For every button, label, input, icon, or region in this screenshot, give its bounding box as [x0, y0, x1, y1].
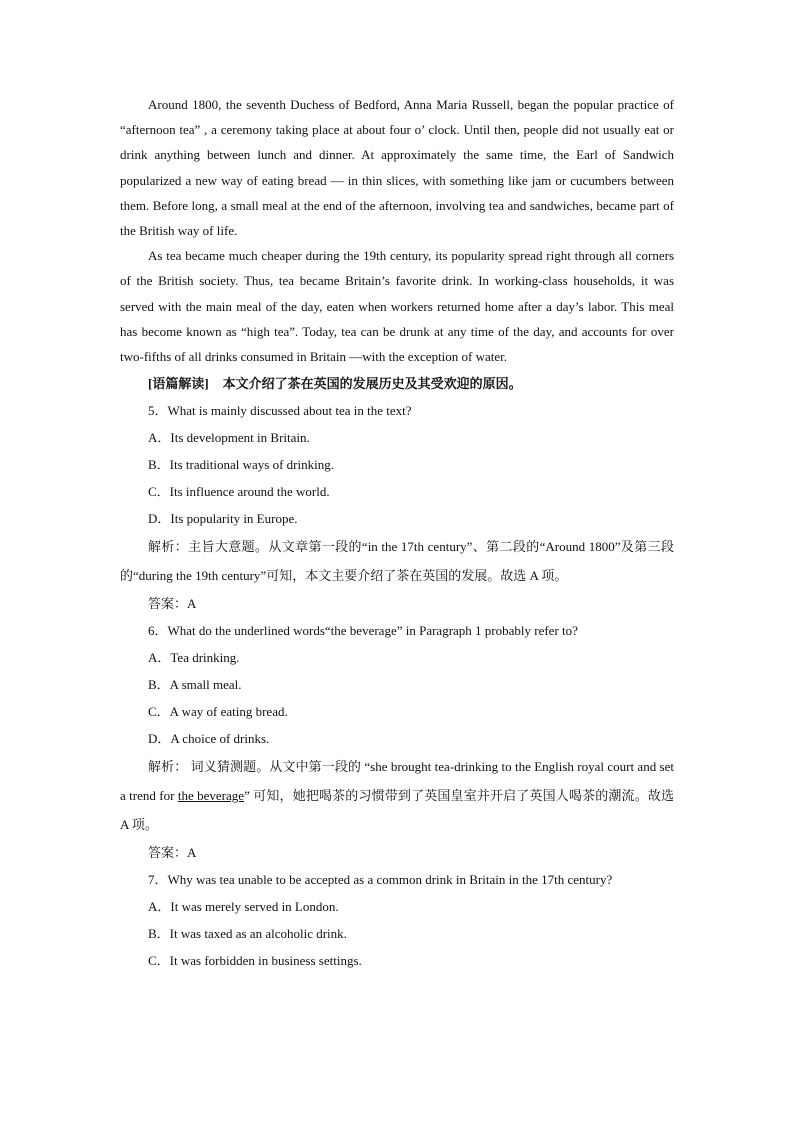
passage-paragraph-2: As tea became much cheaper during the 19th century, its popularity spread right through all corners of the British society. Thus, tea became Britain’s favorite drink. In working-class households, it was served with the main meal of the day, eaten when workers returned home after a day’s labor. This meal has become known as “high tea”. Today, tea can be drunk at any time of the day, and accounts for over two-fifths of all drinks consumed in Britain —with the exception of water.	[120, 248, 674, 365]
question-7: 7．Why was tea unable to be accepted as a common drink in Britain in the 17th century?	[148, 872, 613, 888]
q7-option-b: B．It was taxed as an alcoholic drink.	[148, 926, 347, 942]
summary-label: [语篇解读]	[148, 376, 209, 392]
q6-analysis-part-2: ” 可知，她把喝茶的习惯带到了英国皇室并开启了英国人喝茶的潮流。故选 A 项。	[120, 788, 674, 833]
q6-option-c: C．A way of eating bread.	[148, 704, 288, 720]
q6-analysis	[120, 752, 674, 839]
q6-option-d: D．A choice of drinks.	[148, 731, 270, 747]
document-page	[120, 92, 674, 974]
q6-analysis-part-1: 解析： 词义猜测题。从文中第一段的 “she brought tea-drinking to the English royal court and set a trend for	[120, 759, 674, 804]
q7-option-a: A．It was merely served in London.	[148, 899, 339, 915]
summary-text: 本文介绍了茶在英国的发展历史及其受欢迎的原因。	[222, 376, 522, 392]
question-5: 5．What is mainly discussed about tea in the text?	[148, 403, 412, 419]
q5-analysis: 解析：主旨大意题。从文章第一段的“in the 17th century”、第二段的“Around 1800”及第三段的“during the 19th century”可知，本文主要介绍了茶在英国的发展。故选 A 项。	[120, 539, 674, 584]
underlined-the-beverage: the beverage	[177, 788, 245, 804]
q7-option-c: C．It was forbidden in business settings.	[148, 953, 362, 969]
q5-option-a: A．Its development in Britain.	[148, 430, 310, 446]
q5-option-c: C．Its influence around the world.	[148, 484, 330, 500]
question-6: 6．What do the underlined words“the beverage” in Paragraph 1 probably refer to?	[148, 623, 578, 639]
q5-answer: 答案：A	[148, 596, 197, 612]
q5-option-b: B．Its traditional ways of drinking.	[148, 457, 334, 473]
q6-option-b: B．A small meal.	[148, 677, 242, 693]
q5-option-d: D．Its popularity in Europe.	[148, 511, 298, 527]
q6-option-a: A．Tea drinking.	[148, 650, 240, 666]
q6-answer: 答案：A	[148, 845, 197, 861]
discourse-summary	[120, 370, 674, 397]
passage-paragraph-1: Around 1800, the seventh Duchess of Bedford, Anna Maria Russell, began the popular practice of “afternoon tea” , a ceremony taking place at about four o’ clock. Until then, people did not usually eat or drink anything between lunch and dinner. At approximately the same time, the Earl of Sandwich popularized a new way of eating bread — in thin slices, with something like jam or cucumbers between them. Before long, a small meal at the end of the afternoon, involving tea and sandwiches, became part of the British way of life.	[120, 97, 674, 239]
